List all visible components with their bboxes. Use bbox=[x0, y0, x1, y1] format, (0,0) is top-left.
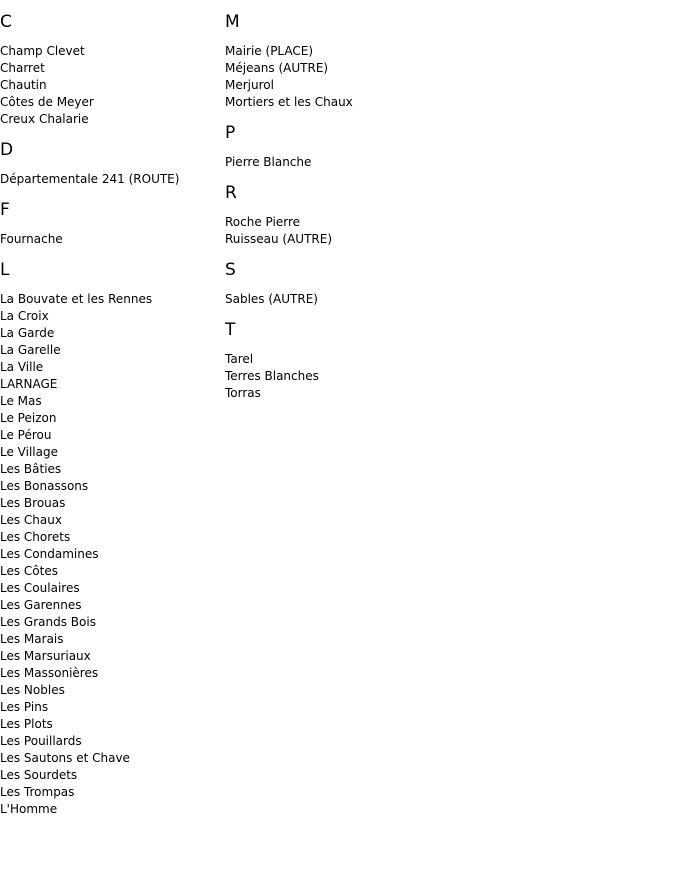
section-letter-heading: L bbox=[0, 260, 10, 280]
letter-section bbox=[225, 12, 525, 111]
place-name-item: Les Sautons et Chave bbox=[0, 751, 130, 765]
place-name-item: Les Sourdets bbox=[0, 768, 78, 782]
place-name-item: La Garelle bbox=[0, 343, 61, 357]
place-name-item: Les Coulaires bbox=[0, 581, 80, 595]
section-letter-heading: T bbox=[225, 320, 236, 340]
place-name-item: Les Brouas bbox=[0, 496, 66, 510]
letter-section bbox=[0, 140, 225, 188]
place-name-item: Les Nobles bbox=[0, 683, 65, 697]
place-list bbox=[0, 231, 225, 248]
place-name-item: Les Condamines bbox=[0, 547, 99, 561]
place-name-item: Les Plots bbox=[0, 717, 53, 731]
place-name-item: La Bouvate et les Rennes bbox=[0, 292, 153, 306]
place-name-item: Torras bbox=[225, 386, 261, 400]
place-name-item: Champ Clevet bbox=[0, 44, 85, 58]
section-letter-heading: M bbox=[225, 12, 240, 32]
place-name-item: Les Chorets bbox=[0, 530, 71, 544]
place-name-item: Le Village bbox=[0, 445, 58, 459]
section-letter-heading: F bbox=[0, 200, 10, 220]
place-list bbox=[225, 214, 525, 248]
place-name-item: Méjeans (AUTRE) bbox=[225, 61, 329, 75]
place-name-item: Fournache bbox=[0, 232, 63, 246]
place-name-item: Les Marais bbox=[0, 632, 64, 646]
place-name-item: Les Chaux bbox=[0, 513, 62, 527]
section-letter-heading: C bbox=[0, 12, 12, 32]
place-name-item: Le Mas bbox=[0, 394, 42, 408]
section-letter-heading: P bbox=[225, 123, 236, 143]
left-column bbox=[0, 0, 225, 826]
place-list bbox=[225, 291, 525, 308]
place-list bbox=[0, 291, 225, 818]
place-name-item: Les Pins bbox=[0, 700, 49, 714]
place-name-item: Les Trompas bbox=[0, 785, 75, 799]
place-name-item: Départementale 241 (ROUTE) bbox=[0, 172, 180, 186]
place-name-item: Roche Pierre bbox=[225, 215, 301, 229]
place-name-item: Les Bâties bbox=[0, 462, 62, 476]
letter-section bbox=[0, 260, 225, 818]
letter-section bbox=[225, 123, 525, 171]
place-name-item: Terres Blanches bbox=[225, 369, 319, 383]
letter-section bbox=[0, 200, 225, 248]
place-name-item: Les Pouillards bbox=[0, 734, 82, 748]
place-name-item: Les Massonières bbox=[0, 666, 99, 680]
place-name-item: Les Marsuriaux bbox=[0, 649, 91, 663]
place-name-item: Le Peizon bbox=[0, 411, 57, 425]
place-list bbox=[225, 351, 525, 402]
place-name-item: Merjurol bbox=[225, 78, 274, 92]
place-name-item: La Garde bbox=[0, 326, 55, 340]
place-name-item: Le Pérou bbox=[0, 428, 52, 442]
place-name-item: Les Grands Bois bbox=[0, 615, 96, 629]
section-letter-heading: D bbox=[0, 140, 14, 160]
place-list bbox=[0, 171, 225, 188]
place-name-item: Sables (AUTRE) bbox=[225, 292, 318, 306]
letter-section bbox=[225, 320, 525, 402]
letter-section bbox=[0, 12, 225, 128]
place-name-item: Charret bbox=[0, 61, 45, 75]
place-name-item: L'Homme bbox=[0, 802, 58, 816]
right-column bbox=[225, 0, 525, 410]
place-name-item: Creux Chalarie bbox=[0, 112, 89, 126]
letter-section bbox=[225, 183, 525, 248]
place-name-item: La Croix bbox=[0, 309, 49, 323]
place-list bbox=[0, 43, 225, 128]
place-list bbox=[225, 43, 525, 111]
place-name-item: Pierre Blanche bbox=[225, 155, 312, 169]
place-name-item: Les Bonassons bbox=[0, 479, 89, 493]
place-name-item: Les Garennes bbox=[0, 598, 82, 612]
place-list bbox=[225, 154, 525, 171]
place-name-item: Chautin bbox=[0, 78, 47, 92]
place-name-item: La Ville bbox=[0, 360, 44, 374]
place-name-item: Mortiers et les Chaux bbox=[225, 95, 353, 109]
place-name-item: Côtes de Meyer bbox=[0, 95, 94, 109]
place-name-item: Les Côtes bbox=[0, 564, 58, 578]
section-letter-heading: R bbox=[225, 183, 237, 203]
section-letter-heading: S bbox=[225, 260, 236, 280]
place-name-item: Tarel bbox=[225, 352, 254, 366]
place-name-item: Ruisseau (AUTRE) bbox=[225, 232, 333, 246]
place-name-item: Mairie (PLACE) bbox=[225, 44, 314, 58]
place-name-item: LARNAGE bbox=[0, 377, 58, 391]
letter-section bbox=[225, 260, 525, 308]
